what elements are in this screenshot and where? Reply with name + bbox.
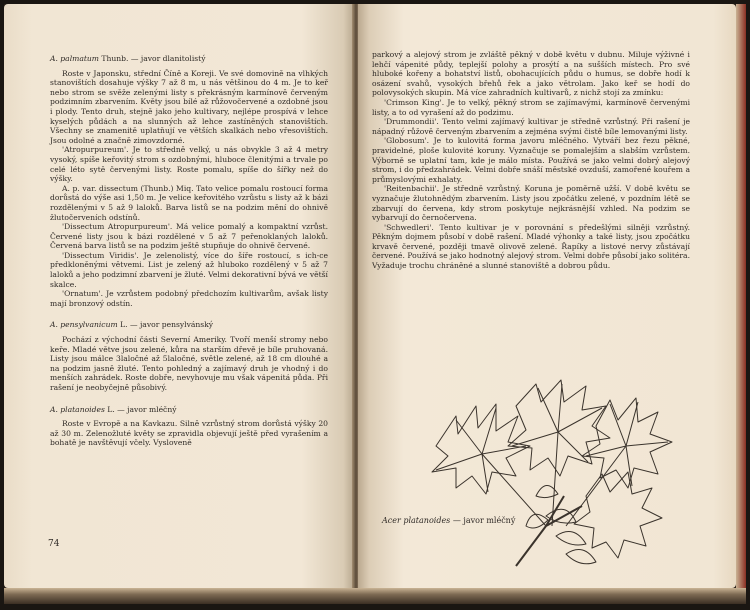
paragraph: Pochází z východní části Severní Ameriky. Tvoří menší stromy nebo keře. Mladé větve jsou zelené, kůra na starším dřevě je bíle pruhovaná. Listy jsou málce 3laločné až 5laločné, světle zelené, až 18 cm dlouhé a na podzim jasně žluté. Tento pohledný a zajímavý druh je vhodný i do menších zahrádek. Roste dobře, nevyhovuje mu však vápenitá půda. Při rašení je neobyčejně působivý. bbox=[50, 335, 328, 392]
heading-rest: L. — javor pensylvánský bbox=[117, 320, 214, 330]
species-name: Acer platanoides bbox=[382, 516, 451, 525]
section-acer-pensylvanicum bbox=[50, 320, 328, 392]
paragraph: 'Schwedleri'. Tento kultivar je v porovnání s předešlými silněji vzrůstný. Pěkným dojmem působí v době rašení. Mladé výhonky a také listy, jsou zpočátku krvavě červené, později tmavě olivově zelené. Řapíky a listové nervy zůstávají červené. Používá se jako hodnotný alejový strom. Velmi dobře působí jako solitéra. Vyžaduje trochu chráněné a slunné stanoviště a dobrou půdu. bbox=[372, 222, 690, 271]
illustration-caption bbox=[382, 516, 515, 526]
page-number: 74 bbox=[48, 539, 60, 549]
species-name: A. palmatum bbox=[50, 54, 99, 63]
left-page bbox=[4, 4, 354, 588]
paragraph: Roste v Evropě a na Kavkazu. Silně vzrůstný strom dorůstá výšky 20 až 30 m. Zelenožluté květy se zpravidla objevují ještě před vyrašením a bohatě je navštěvují včely. Vysloveně bbox=[50, 419, 328, 448]
paragraph: 'Drummondii'. Tento velmi zajímavý kultivar je středně vzrůstný. Při rašení je nápadný růžově červeným zbarvením a zejména svými čistě bíle lemovanými listy. bbox=[372, 117, 690, 136]
heading-acer-platanoides bbox=[50, 405, 328, 415]
caption-rest: — javor mléčný bbox=[450, 516, 516, 525]
right-text-block bbox=[372, 50, 690, 271]
heading-acer-pensylvanicum bbox=[50, 320, 328, 330]
paragraph: 'Globosum'. Je to kulovitá forma javoru mléčného. Vytváří bez řezu pěkné, pravidelné, ploše kulovité koruny. Vyznačuje se pomalejším a slabším vzrůstem. Výborně se uplatní tam, kde je málo místa. Používá se jako velmi dobrý alejový strom, i do předzahrádek. Velmi dobře snáší městské ovzduší, zamořené kouřem a průmyslovými exhalaty. bbox=[372, 136, 690, 184]
heading-rest: Thunb. — javor dlanitolistý bbox=[99, 54, 206, 63]
paragraph: 'Dissectum Atropurpureum'. Má velice pomalý a kompaktní vzrůst. Červené listy jsou k bázi rozdělené v 5 až 7 peřenoklaných laloků. Červená barva listů se na podzim ještě stupňuje do ohnivě červené. bbox=[50, 222, 328, 251]
book-edge bbox=[736, 4, 746, 604]
paragraph: Roste v Japonsku, střední Číně a Koreji. Ve své domovině na vlhkých stanovištích dosahuje výšky 7 až 8 m, u nás většinou do 4 m. Je to keř nebo strom se svěže zelenými listy s překrásným karmínově červeným podzimním zbarvením. Květy jsou bílé až růžovočervené a ozdobné jsou i plody. Tento druh, stejně jako jeho kultivary, nejlépe prospívá v lehce kyselých půdách a na slunných až lehce zastíněných stanovištích. Všechny se znamenitě uplatňují ve větších skalkách nebo vřesovištích. Jsou odolné a značně zimovzdorné. bbox=[50, 68, 328, 145]
paragraph: 'Crimson King'. Je to velký, pěkný strom se zajímavými, karmínově červenými listy, a to od vyrašení až do podzimu. bbox=[372, 97, 690, 117]
maple-leaf-illustration bbox=[396, 376, 686, 576]
species-name: A. pensylvanicum bbox=[50, 320, 118, 330]
paragraph: parkový a alejový strom je zvláště pěkný v době květu v dubnu. Miluje výživné i lehčí vápenité půdy, teplejší polohy a prosýtí a na sušších místech. Pro své hluboké kořeny a bohatství listů, obohacujících půdu o humus, se dobře hodí k osázení svahů, vysokých břehů řek a jako větrolam. Jako keř se hodí do polovysokých skupin. Má více zahradních kultivarů, z nichž stojí za zmínku: bbox=[372, 50, 690, 98]
species-name: A. platanoides bbox=[50, 404, 105, 414]
paragraph: 'Ornatum'. Je vzrůstem podobný předchozím kultivarům, avšak listy mají bronzový odstín. bbox=[50, 289, 328, 308]
paragraph: 'Atropurpureum'. Je to středně velký, u nás obvykle 3 až 4 metry vysoký, spíše keřovitý strom s ozdobnými, hluboce členitými a trvale po celé léto sytě červenými listy. Roste pomalu, spíše do šířky než do výšky. bbox=[50, 145, 328, 184]
section-acer-platanoides bbox=[50, 405, 328, 448]
left-text-block bbox=[50, 54, 328, 448]
book-bottom-edge bbox=[4, 588, 746, 604]
paragraph: 'Dissectum Viridis'. Je zelenolistý, více do šíře rostoucí, s ich-ce předkloněnými větvemi. List je zelený až hluboko rozdělený v 5 až 7 laloků a jeho podzimní zbarvení je žluté. Velmi dekorativní bývá ve větší skalce. bbox=[50, 250, 328, 289]
right-page bbox=[358, 4, 736, 588]
paragraph: 'Reitenbachii'. Je středně vzrůstný. Koruna je poměrně užší. V době květu se vyznačuje žlutohnědým zbarvením. Listy jsou zpočátku zelené, v pozdním létě se zbarvují do červena, kdy strom poskytuje nejkrásnější vzhled. Na podzim se vybarvují do černočervena. bbox=[372, 184, 690, 223]
heading-acer-palmatum bbox=[50, 54, 328, 64]
heading-rest: L. — javor mléčný bbox=[104, 404, 177, 414]
paragraph: A. p. var. dissectum (Thunb.) Miq. Tato velice pomalu rostoucí forma dorůstá do výše asi 1,50 m. Je velice keřovitého vzrůstu s listy až k bázi rozdělenými v 5 až 9 laloků. Barva listů se na podzim mění do ohnivě žlutočerveních odstínů. bbox=[50, 183, 328, 222]
book-spread bbox=[4, 4, 746, 604]
